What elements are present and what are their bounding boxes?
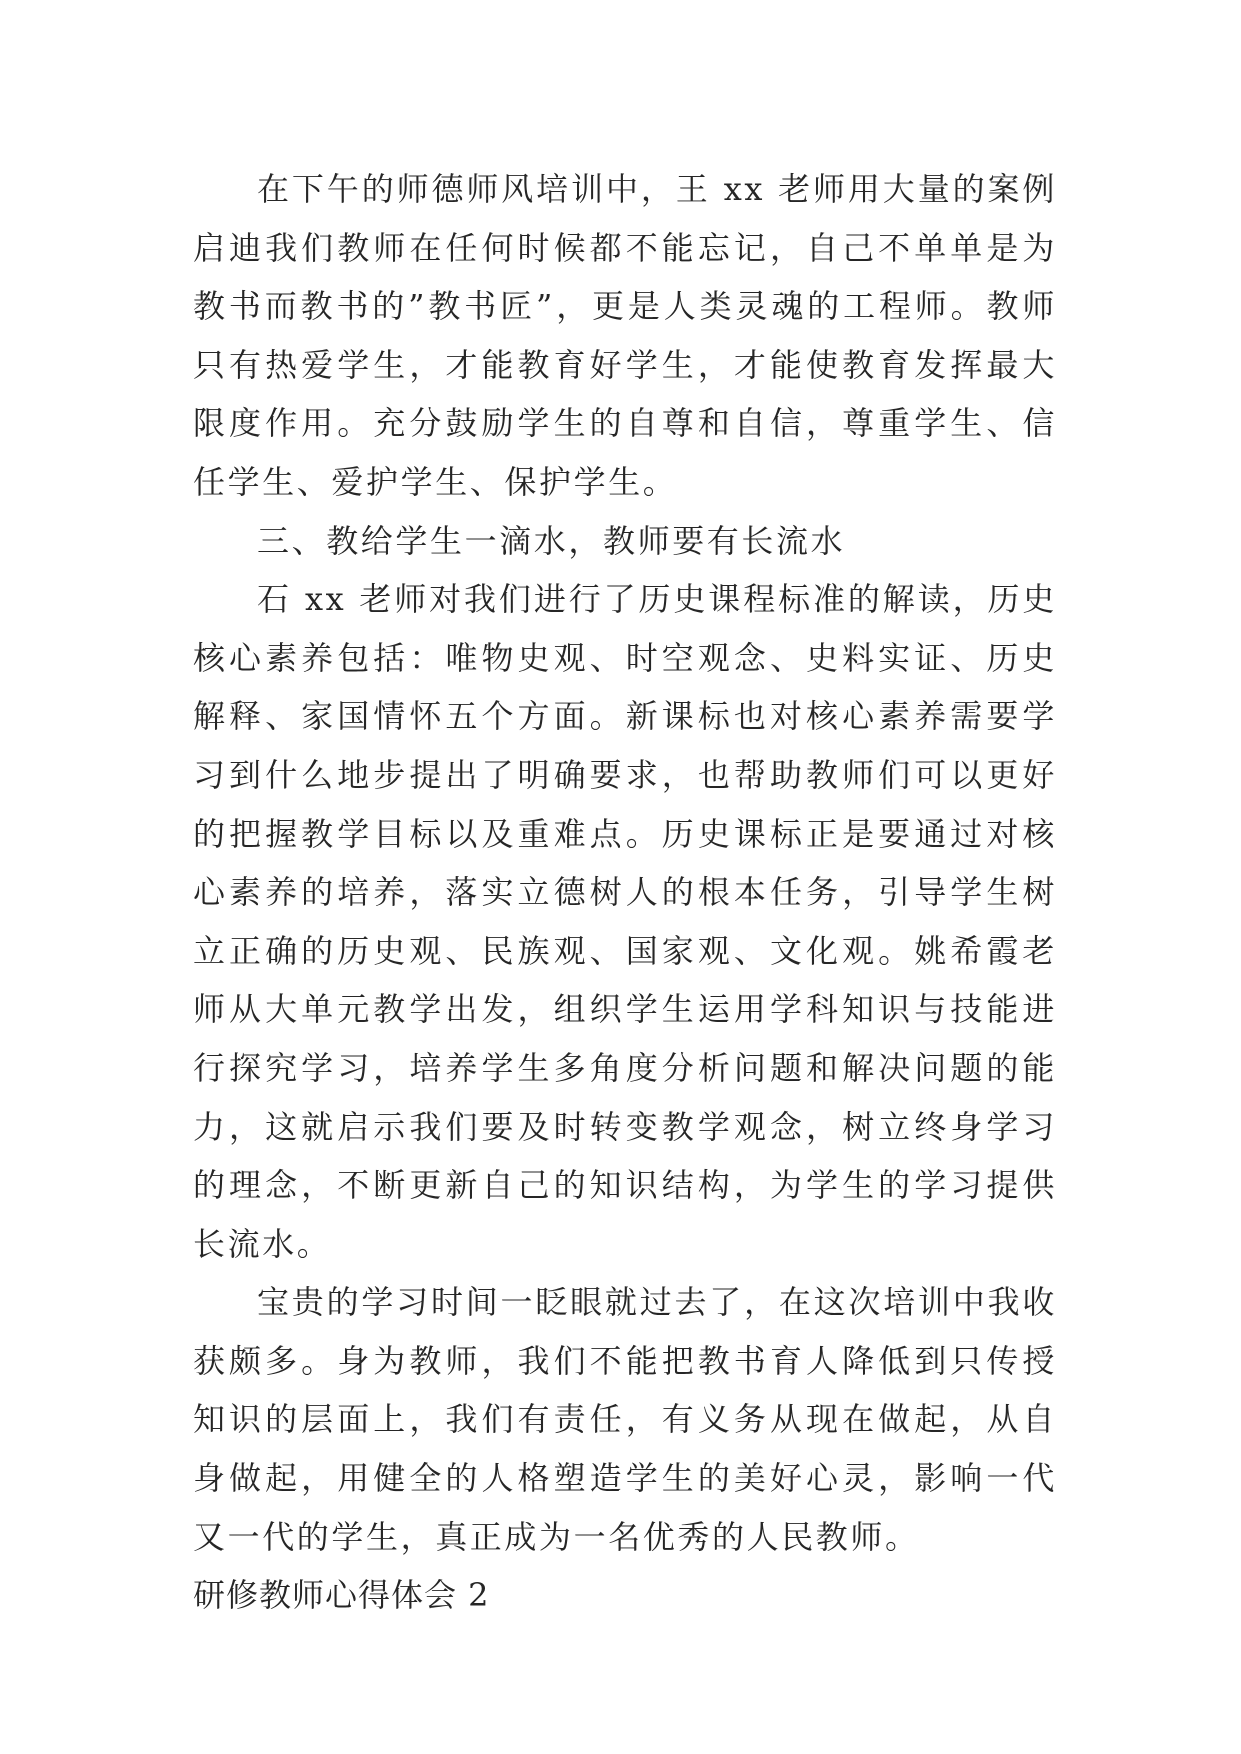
section-title: 研修教师心得体会 2	[193, 1576, 490, 1615]
document-body	[193, 160, 1057, 1625]
paragraph-curriculum-standards: 石 xx 老师对我们进行了历史课程标准的解读，历史核心素养包括：唯物史观、时空观念、史料实证、历史解释、家国情怀五个方面。新课标也对核心素养需要学习到什么地步提出了明确要求，也帮助教师们可以更好的把握教学目标以及重难点。历史课标正是要通过对核心素养的培养，落实立德树人的根本任务，引导学生树立正确的历史观、民族观、国家观、文化观。姚希霞老师从大单元教学出发，组织学生运用学科知识与技能进行探究学习，培养学生多角度分析问题和解决问题的能力，这就启示我们要及时转变教学观念，树立终身学习的理念，不断更新自己的知识结构，为学生的学习提供长流水。	[193, 580, 1057, 1263]
subheading-section-three: 三、教给学生一滴水，教师要有长流水	[257, 521, 846, 560]
paragraph-ethics-training: 在下午的师德师风培训中，王 xx 老师用大量的案例启迪我们教师在任何时候都不能忘记，自己不单单是为教书而教书的”教书匠”，更是人类灵魂的工程师。教师只有热爱学生，才能教育好学生，才能使教育发挥最大限度作用。充分鼓励学生的自尊和自信，尊重学生、信任学生、爱护学生、保护学生。	[193, 170, 1057, 501]
paragraph-conclusion: 宝贵的学习时间一眨眼就过去了，在这次培训中我收获颇多。身为教师，我们不能把教书育人降低到只传授知识的层面上，我们有责任，有义务从现在做起，从自身做起，用健全的人格塑造学生的美好心灵，影响一代又一代的学生，真正成为一名优秀的人民教师。	[193, 1283, 1057, 1556]
